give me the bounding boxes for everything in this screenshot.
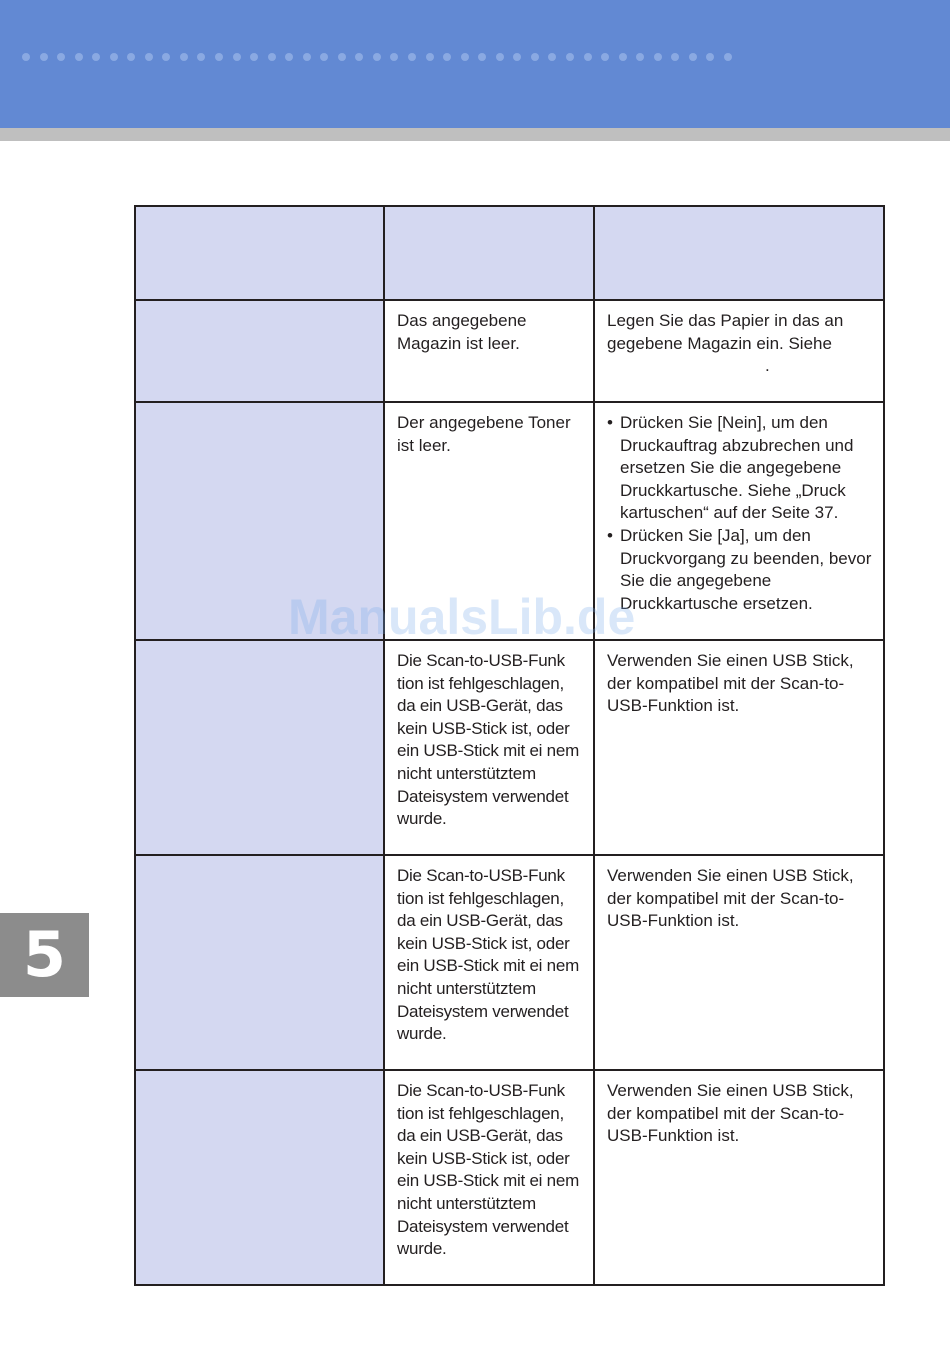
solution-cell: Verwenden Sie einen USB Stick, der kompatibel mit der Scan-to-USB-Funktion ist. [594,640,884,855]
table-row [135,640,884,855]
list-item: • Drücken Sie [Ja], um den Druckvorgang zu beenden, bevor Sie die angegebene Druckkartusche ersetzen. [607,525,873,615]
header-dot [110,53,118,61]
header-dot [566,53,574,61]
header-dot [215,53,223,61]
header-dot [145,53,153,61]
table-header-row [135,206,884,300]
header-cell-cause [384,206,594,300]
cause-cell: Das angegebene Magazin ist leer. [384,300,594,402]
header-dot [426,53,434,61]
header-dot [548,53,556,61]
header-dot [513,53,521,61]
header-dot [671,53,679,61]
message-cell [135,300,384,402]
header-dot [40,53,48,61]
header-dot [320,53,328,61]
header-rule [0,128,950,141]
table-row [135,1070,884,1285]
header-dot [338,53,346,61]
header-dot [619,53,627,61]
header-dot [250,53,258,61]
solution-reference-tail: . [765,356,770,376]
header-dot [724,53,732,61]
cause-cell: Die Scan-to-USB-Funk tion ist fehlgeschlagen, da ein USB-Gerät, das kein USB-Stick ist, oder ein USB-Stick mit ei nem nicht unterstütztem Dateisystem verwendet wurde. [384,1070,594,1285]
header-dot [531,53,539,61]
cause-cell: Die Scan-to-USB-Funk tion ist fehlgeschlagen, da ein USB-Gerät, das kein USB-Stick ist, oder ein USB-Stick mit ei nem nicht unterstütztem Dateisystem verwendet wurde. [384,855,594,1070]
table-row [135,402,884,640]
solution-bullet-list [607,412,873,615]
header-dot [584,53,592,61]
header-dot [636,53,644,61]
watermark: ManualsLib.de [288,589,636,645]
header-dot [285,53,293,61]
header-dot [461,53,469,61]
header-cell-message [135,206,384,300]
header-dot [92,53,100,61]
solution-cell: Verwenden Sie einen USB Stick, der kompatibel mit der Scan-to-USB-Funktion ist. [594,855,884,1070]
header-dot [180,53,188,61]
header-band [0,0,950,128]
header-cell-solution [594,206,884,300]
header-dot [268,53,276,61]
header-dot [689,53,697,61]
solution-cell [594,402,884,640]
header-dot [233,53,241,61]
header-dot [162,53,170,61]
solution-cell [594,300,884,402]
header-dot [408,53,416,61]
header-dot [197,53,205,61]
header-dot [601,53,609,61]
chapter-number-tab: 5 [0,913,89,997]
solution-cell: Verwenden Sie einen USB Stick, der kompatibel mit der Scan-to-USB-Funktion ist. [594,1070,884,1285]
header-dot-row [22,53,732,63]
table-row [135,300,884,402]
header-dot [75,53,83,61]
header-dot [478,53,486,61]
cause-cell: Die Scan-to-USB-Funk tion ist fehlgeschlagen, da ein USB-Gerät, das kein USB-Stick ist, oder ein USB-Stick mit ei nem nicht unterstütztem Dateisystem verwendet wurde. [384,640,594,855]
header-dot [355,53,363,61]
header-dot [443,53,451,61]
error-message-table [134,205,885,1286]
message-cell [135,855,384,1070]
header-dot [303,53,311,61]
header-dot [57,53,65,61]
header-dot [390,53,398,61]
cause-cell: Der angegebene Toner ist leer. [384,402,594,640]
list-item: • Drücken Sie [Nein], um den Druckauftrag abzubrechen und ersetzen Sie die angegebene Druckkartusche. Siehe „Druck kartuschen“ auf der Seite 37. [607,412,873,525]
header-dot [654,53,662,61]
header-dot [127,53,135,61]
message-cell [135,1070,384,1285]
message-cell [135,402,384,640]
header-dot [496,53,504,61]
header-dot [706,53,714,61]
solution-text: Legen Sie das Papier in das an gegebene Magazin ein. Siehe [607,311,844,353]
table-row [135,855,884,1070]
header-dot [22,53,30,61]
message-cell [135,640,384,855]
header-dot [373,53,381,61]
